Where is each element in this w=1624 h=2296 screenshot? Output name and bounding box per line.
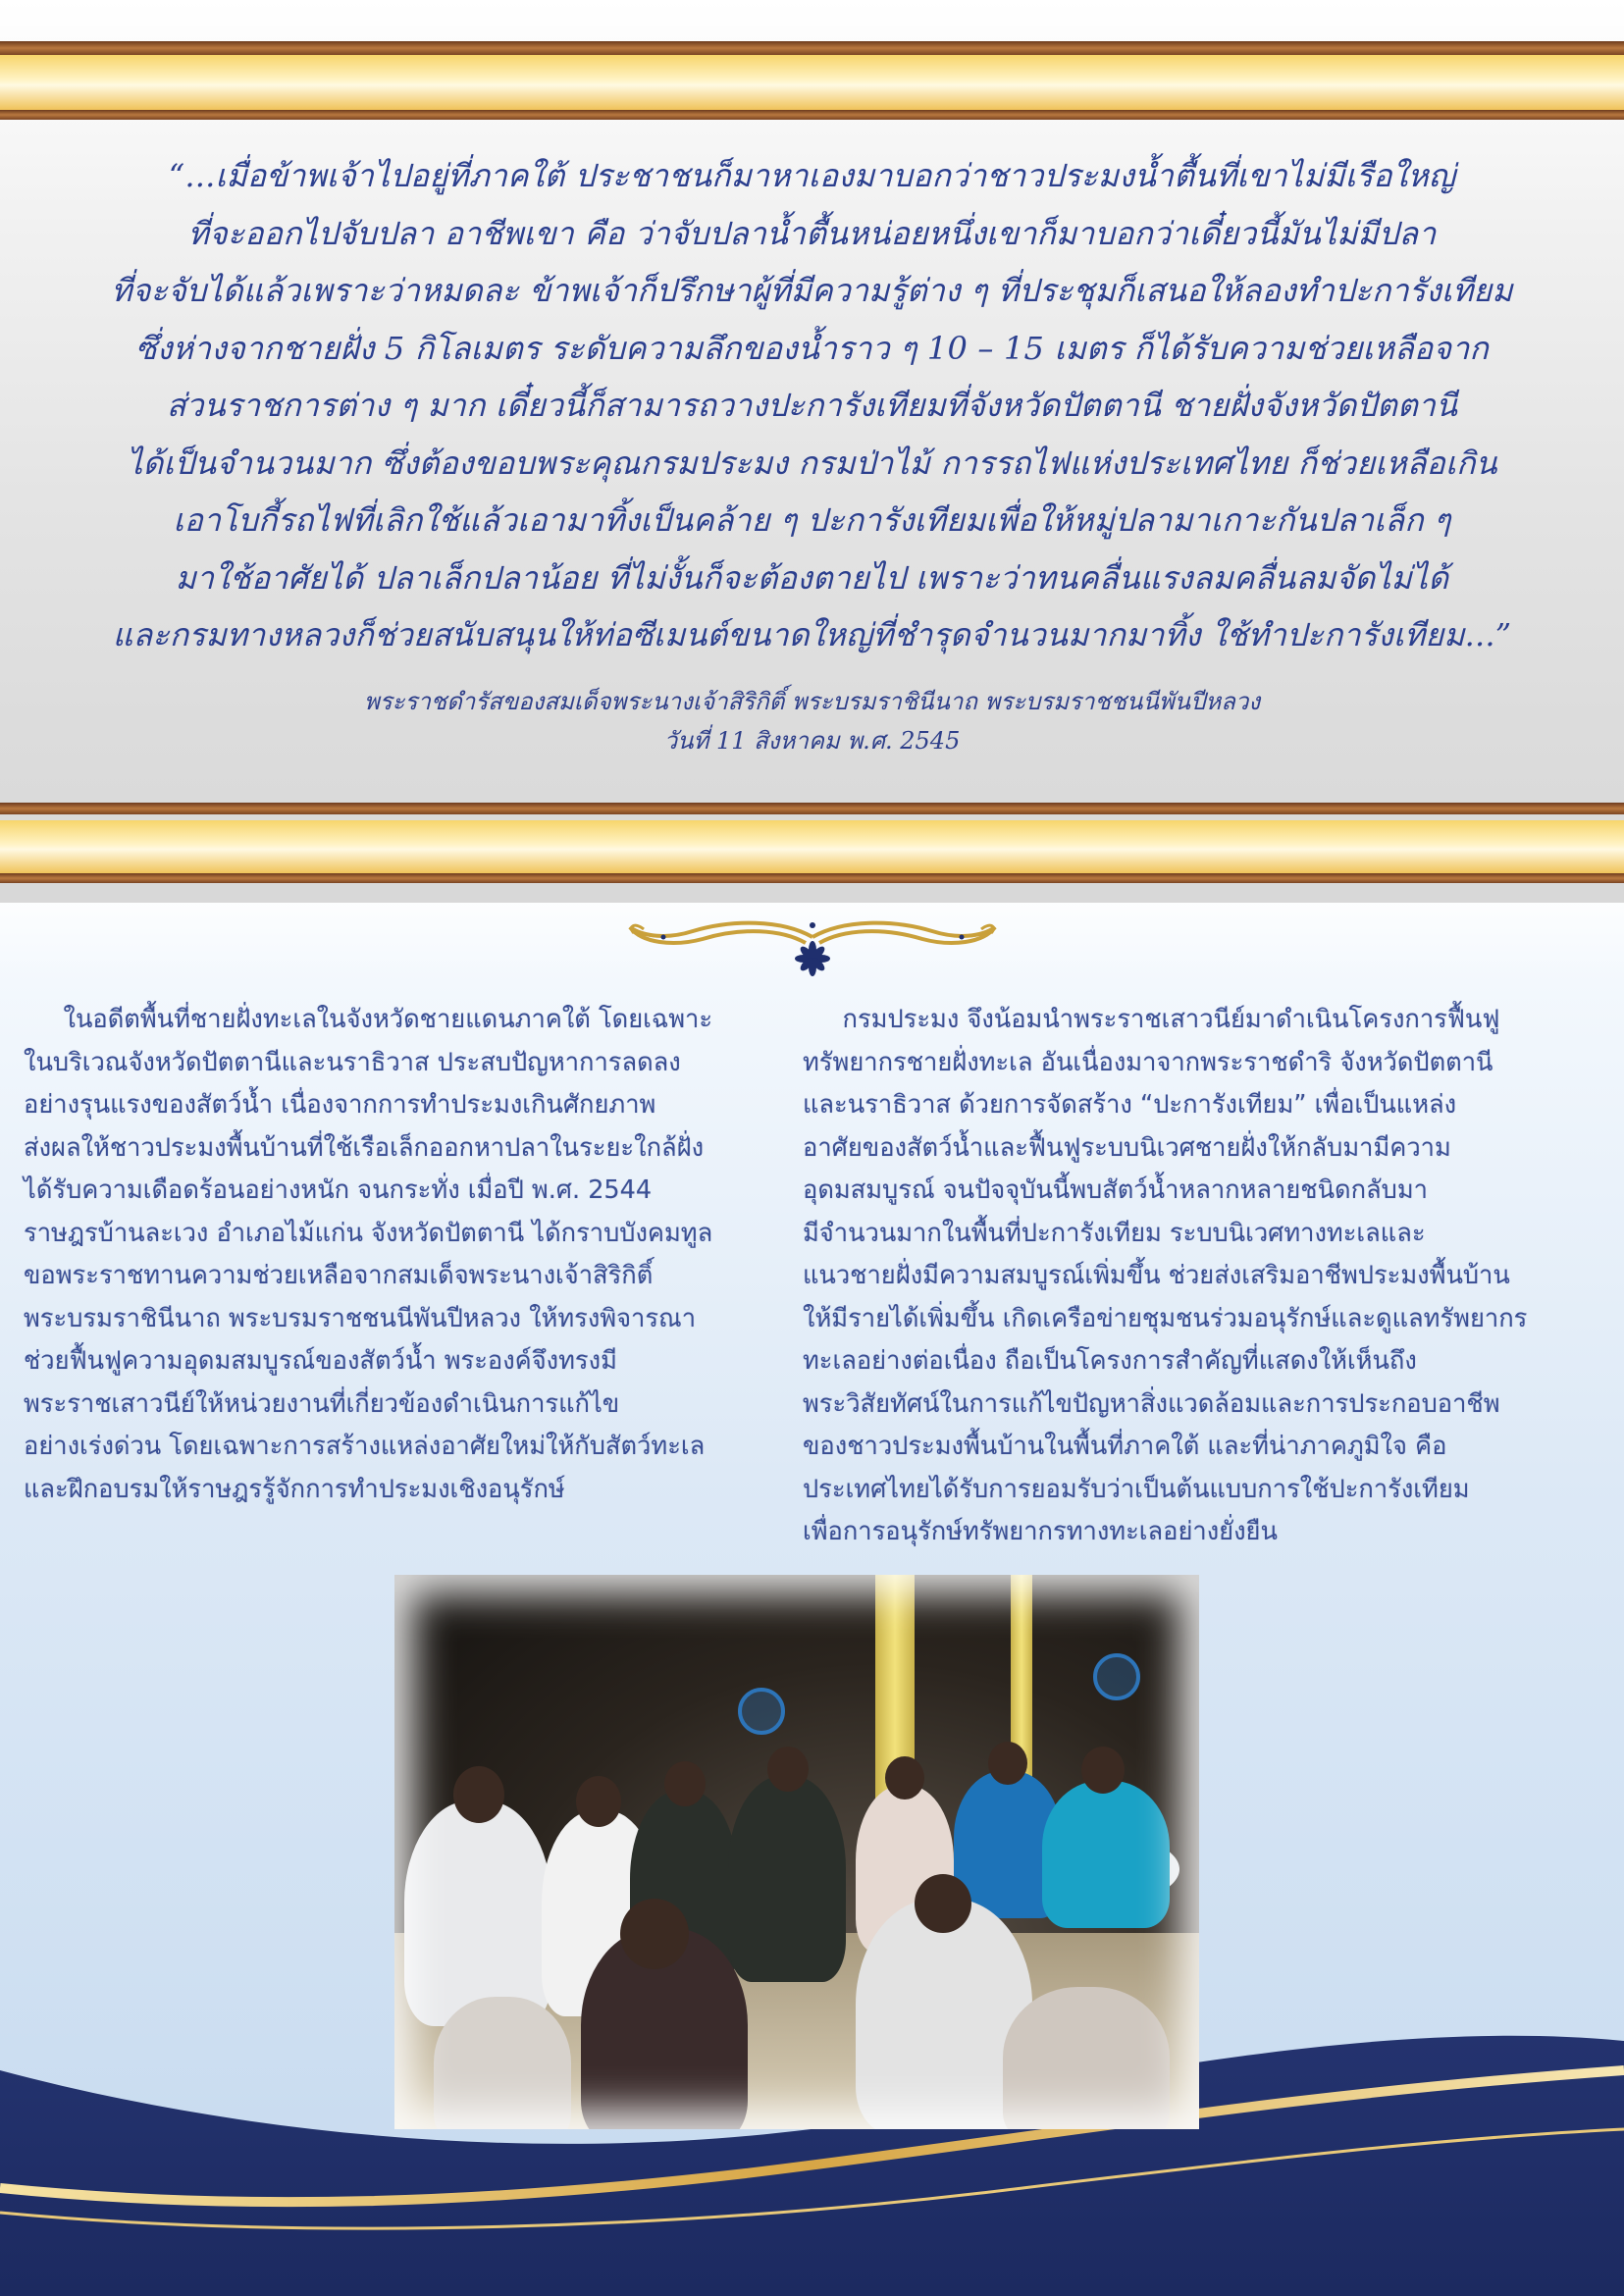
article-line: ขอพระราชทานความช่วยเหลือจากสมเด็จพระนางเจ้าสิริกิติ์ [24,1261,654,1290]
top-brown-stripe [0,41,1624,55]
article-line: ราษฎรบ้านละเวง อำเภอไม้แก่น จังหวัดปัตตานี ได้กราบบังคมทูล [24,1218,713,1248]
quote-line: ส่วนราชการต่าง ๆ มาก เดี๋ยวนี้ก็สามารถวางปะการังเทียมที่จังหวัดปัตตานี ชายฝั่งจังหวัดปัตตานี [166,387,1458,424]
quote-attribution: พระราชดำรัสของสมเด็จพระนางเจ้าสิริกิติ์ พระบรมราชินีนาถ พระบรมราชชนนีพันปีหลวง [363,687,1261,715]
article-line: ของชาวประมงพื้นบ้านในพื้นที่ภาคใต้ และที่น่าภาคภูมิใจ คือ [803,1432,1447,1461]
article-line: พระราชเสาวนีย์ให้หน่วยงานที่เกี่ยวข้องดำเนินการแก้ไข [24,1388,620,1419]
article-line: อย่างเร่งด่วน โดยเฉพาะการสร้างแหล่งอาศัยใหม่ให้กับสัตว์ทะเล [24,1432,706,1461]
article-line: ในบริเวณจังหวัดปัตตานีและนราธิวาส ประสบปัญหาการลดลง [24,1047,681,1077]
article-right-column [803,999,1578,1554]
article-line: พระวิสัยทัศน์ในการแก้ไขปัญหาสิ่งแวดล้อมและการประกอบอาชีพ [803,1388,1500,1419]
mid-gold-stripe [0,820,1624,873]
quote-line: “...เมื่อข้าพเจ้าไปอยู่ที่ภาคใต้ ประชาชนก็มาหาเองมาบอกว่าชาวประมงน้ำตื้นที่เขาไม่มีเรือใหญ่ [168,157,1456,194]
article-line: ทรัพยากรชายฝั่งทะเล อันเนื่องมาจากพระราชดำริ จังหวัดปัตตานี [803,1047,1493,1077]
article-line: กรมประมง จึงน้อมนำพระราชเสาวนีย์มาดำเนินโครงการฟื้นฟู [803,1005,1500,1034]
article-line: ให้มีรายได้เพิ่มขึ้น เกิดเครือข่ายชุมชนร่วมอนุรักษ์และดูแลทรัพยากร [803,1303,1528,1333]
quote-line: ที่จะจับได้แล้วเพราะว่าหมดละ ข้าพเจ้าก็ปรึกษาผู้ที่มีความรู้ต่าง ๆ ที่ประชุมก็เสนอให้ลองทำปะการังเทียม [111,272,1513,309]
article-left-column [24,999,799,1511]
top-gold-stripe [0,55,1624,110]
mid-brown-stripe [0,803,1624,814]
quote-line: ซึ่งห่างจากชายฝั่ง 5 กิโลเมตร ระดับความลึกของน้ำราว ๆ 10 – 15 เมตร ก็ได้รับความช่วยเหลือจาก [135,329,1489,367]
royal-quote [59,147,1565,785]
article-line: แนวชายฝั่งมีความสมบูรณ์เพิ่มขึ้น ช่วยส่งเสริมอาชีพประมงพื้นบ้าน [803,1261,1510,1290]
quote-line: ได้เป็นจำนวนมาก ซึ่งต้องขอบพระคุณกรมประมง กรมป่าไม้ การรถไฟแห่งประเทศไทย ก็ช่วยเหลือเกิน [127,444,1497,482]
quote-line: ที่จะออกไปจับปลา อาชีพเขา คือ ว่าจับปลาน้ำตื้นหน่อยหนึ่งเขาก็มาบอกว่าเดี๋ยวนี้มันไม่มีปลา [187,214,1437,252]
quote-date: วันที่ 11 สิงหาคม พ.ศ. 2545 [663,726,961,755]
article-line: มีจำนวนมากในพื้นที่ปะการังเทียม ระบบนิเวศทางทะเลและ [803,1218,1426,1248]
article-line: เพื่อการอนุรักษ์ทรัพยากรทางทะเลอย่างยั่งยืน [803,1517,1278,1546]
article-line: ได้รับความเดือดร้อนอย่างหนัก จนกระทั่ง เมื่อปี พ.ศ. 2544 [24,1175,653,1205]
meeting-photo [394,1575,1199,2129]
mid-brown-stripe-lower [0,873,1624,883]
article-line: ทะเลอย่างต่อเนื่อง ถือเป็นโครงการสำคัญที่แสดงให้เห็นถึง [803,1346,1417,1376]
article-line: และนราธิวาส ด้วยการจัดสร้าง “ปะการังเทียม” เพื่อเป็นแหล่ง [803,1090,1457,1120]
article-line: อย่างรุนแรงของสัตว์น้ำ เนื่องจากการทำประมงเกินศักยภาพ [24,1090,656,1120]
article-line: ในอดีตพื้นที่ชายฝั่งทะเลในจังหวัดชายแดนภาคใต้ โดยเฉพาะ [24,1005,713,1034]
photo-vignette [394,1575,1199,2129]
gold-scroll-flourish-icon [624,917,1001,976]
article-line: ประเทศไทยได้รับการยอมรับว่าเป็นต้นแบบการใช้ปะการังเทียม [803,1474,1470,1504]
quote-line: มาใช้อาศัยได้ ปลาเล็กปลาน้อย ที่ไม่งั้นก็จะต้องตายไป เพราะว่าทนคลื่นแรงลมคลื่นลมจัดไม่ได้ [175,558,1449,597]
top-brown-stripe-lower [0,110,1624,120]
quote-line: และกรมทางหลวงก็ช่วยสนับสนุนให้ท่อซีเมนต์ขนาดใหญ่ที่ชำรุดจำนวนมากมาทิ้ง ใช้ทำปะการังเทียม...” [112,616,1512,653]
article-line: ช่วยฟื้นฟูความอุดมสมบูรณ์ของสัตว์น้ำ พระองค์จึงทรงมี [24,1346,617,1376]
article-line: พระบรมราชินีนาถ พระบรมราชชนนีพันปีหลวง ให้ทรงพิจารณา [24,1303,697,1333]
article-line: และฝึกอบรมให้ราษฎรรู้จักการทำประมงเชิงอนุรักษ์ [24,1474,565,1504]
article-line: ส่งผลให้ชาวประมงพื้นบ้านที่ใช้เรือเล็กออกหาปลาในระยะใกล้ฝั่ง [24,1132,705,1163]
quote-line: เอาโบกี้รถไฟที่เลิกใช้แล้วเอามาทิ้งเป็นคล้าย ๆ ปะการังเทียมเพื่อให้หมู่ปลามาเกาะกันปลาเล็ก ๆ [173,501,1451,539]
article-line: อุดมสมบูรณ์ จนปัจจุบันนี้พบสัตว์น้ำหลากหลายชนิดกลับมา [803,1175,1428,1205]
article-line: อาศัยของสัตว์น้ำและฟื้นฟูระบบนิเวศชายฝั่งให้กลับมามีความ [803,1132,1451,1163]
